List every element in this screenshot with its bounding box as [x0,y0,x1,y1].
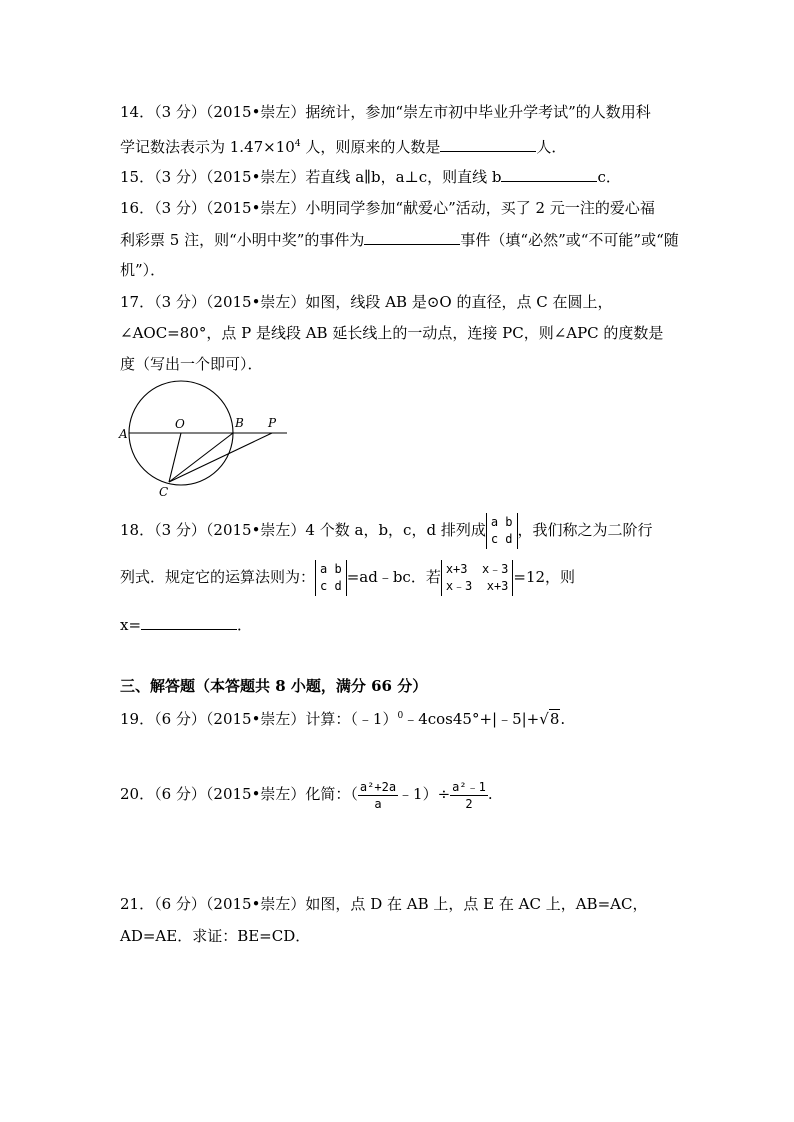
answer-blank[interactable] [364,229,460,245]
answer-blank[interactable] [501,166,597,182]
q17-line3: 度（写出一个即可）． [120,355,263,373]
determinant-abcd: a b c d [486,513,518,549]
section-heading: 三、解答题（本答题共 8 小题，满分 66 分） [120,677,428,695]
q14-line2: 学记数法表示为 $1.47\times 10^4$ 人，则原来的人数是 人． [120,138,567,156]
q18-line1: 18．（3 分）（2015•崇左）4 个数 a，b，c，d 排列成 a b c d ，我们称之为二阶行 [120,513,653,549]
q16-line2: 利彩票 5 注，则“小明中奖”的事件为 事件（填“必然”或“不可能”或“随 [120,231,679,249]
q21-line1: 21．（6 分）（2015•崇左）如图，点 D 在 AB 上，点 E 在 AC 上，AB=AC， [120,895,648,913]
q18-line2: 列式．规定它的运算法则为： a b c d =ad﹣bc．若 x+3 x﹣3 x﹣3 x+3 =12，则 [120,560,575,596]
label-b: B [235,416,244,430]
answer-blank[interactable] [141,614,237,630]
q17-line1: 17．（3 分）（2015•崇左）如图，线段 AB 是⊙O 的直径，点 C 在圆上， [120,293,613,311]
q18-line3: x= ． [120,616,253,634]
q15-line: 15．（3 分）（2015•崇左）若直线 a∥b，a⊥c，则直线 b c． [120,168,621,186]
determinant-x: x+3 x﹣3 x﹣3 x+3 [441,560,514,596]
q21-line2: AD=AE．求证：BE=CD． [120,927,311,945]
q17-circle-figure [112,380,302,505]
label-o: O [175,417,185,431]
determinant-rule: a b c d [315,560,347,596]
q17-line2: ∠AOC=80°，点 P 是线段 AB 延长线上的一动点，连接 PC，则∠APC 的度数是 [120,324,664,342]
label-a: A [119,427,128,441]
label-p: P [268,416,277,430]
label-c: C [159,485,169,499]
q16-line3: 机”）． [120,261,166,279]
q20-line: 20．（6 分）（2015•崇左）化简：（ $\frac{\text{a²+2a}}{a}$ ﹣1）÷ $\frac{\text{a²﹣1}}{2}$ . [120,779,493,811]
line-pc [169,433,272,482]
sqrt-8: √8 [539,710,560,728]
answer-blank[interactable] [440,136,536,152]
q19-line: 19．（6 分）（2015•崇左）计算：（﹣1）$^0$﹣4cos45°+|﹣5|+√8. [120,710,566,728]
q16-line1: 16．（3 分）（2015•崇左）小明同学参加“献爱心”活动，买了 2 元一注的爱心福 [120,199,655,217]
q14-line1: 14．（3 分）（2015•崇左）据统计，参加“崇左市初中毕业升学考试”的人数用科 [120,103,651,121]
fraction-1: $\frac{\text{a²+2a}}{a}$ [359,779,397,811]
line-bc [169,433,233,482]
fraction-2: $\frac{\text{a²﹣1}}{2}$ [452,779,486,811]
